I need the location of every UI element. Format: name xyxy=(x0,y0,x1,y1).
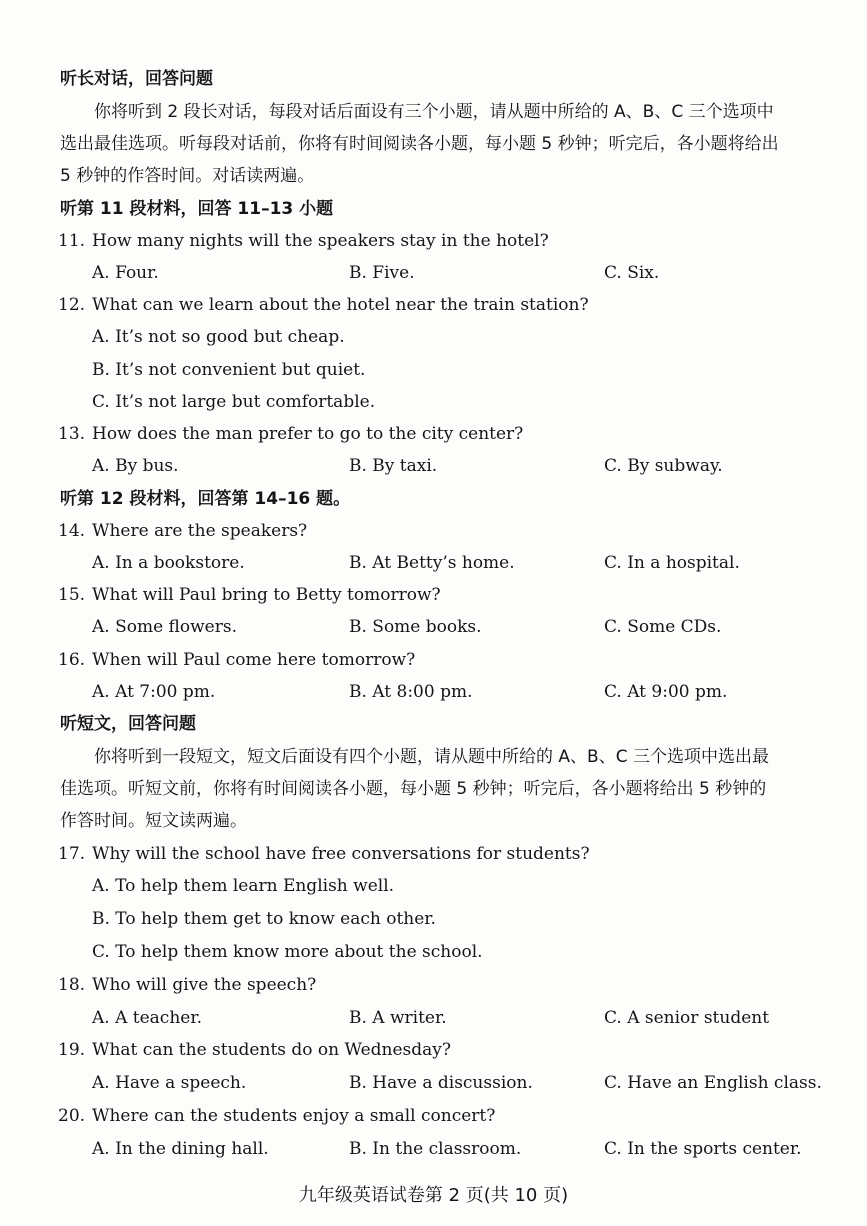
question-13: 13. How does the man prefer to go to the city center? xyxy=(58,424,524,444)
section-heading-passage: 听短文，回答问题 xyxy=(60,714,196,734)
option-a: A. To help them learn English well. xyxy=(92,876,395,896)
instruction-line: 选出最佳选项。听每段对话前，你将有时间阅读各小题，每小题 5 秒钟；听完后，各小题将给出 xyxy=(60,134,779,154)
instruction-line: 你将听到一段短文，短文后面设有四个小题，请从题中所给的 A、B、C 三个选项中选出最 xyxy=(60,747,769,767)
material-heading: 听第 11 段材料，回答 11–13 小题 xyxy=(60,199,334,219)
option-line xyxy=(0,937,867,967)
question-15: 15. What will Paul bring to Betty tomorrow? xyxy=(58,585,441,605)
question-20: 20. Where can the students enjoy a small concert? xyxy=(58,1106,496,1126)
option-b: B. By taxi. xyxy=(349,456,438,476)
question-16: 16. When will Paul come here tomorrow? xyxy=(58,650,416,670)
option-a: A. By bus. xyxy=(92,456,179,476)
option-b: B. It’s not convenient but quiet. xyxy=(92,360,366,380)
option-line xyxy=(0,387,867,417)
option-c: C. It’s not large but comfortable. xyxy=(92,392,376,412)
page-footer: 九年级英语试卷第 2 页(共 10 页) xyxy=(298,1185,569,1206)
option-c: C. Some CDs. xyxy=(604,617,722,637)
options-row xyxy=(0,1134,867,1164)
option-b: B. Have a discussion. xyxy=(349,1073,533,1093)
option-b: B. At Betty’s home. xyxy=(349,553,515,573)
option-b: B. Some books. xyxy=(349,617,482,637)
option-c: C. In a hospital. xyxy=(604,553,740,573)
option-line xyxy=(0,322,867,352)
option-c: C. Six. xyxy=(604,263,660,283)
option-a: A. It’s not so good but cheap. xyxy=(92,327,345,347)
instruction-line: 5 秒钟的作答时间。对话读两遍。 xyxy=(60,166,315,186)
option-c: C. By subway. xyxy=(604,456,723,476)
question-17: 17. Why will the school have free conversations for students? xyxy=(58,844,590,864)
option-a: A. Some flowers. xyxy=(92,617,237,637)
question-19: 19. What can the students do on Wednesday? xyxy=(58,1040,452,1060)
options-row xyxy=(0,612,867,642)
option-line xyxy=(0,871,867,901)
question-14: 14. Where are the speakers? xyxy=(58,521,308,541)
option-c: C. Have an English class. xyxy=(604,1073,822,1093)
question-12: 12. What can we learn about the hotel near the train station? xyxy=(58,295,589,315)
options-row xyxy=(0,1068,867,1098)
option-a: A. At 7:00 pm. xyxy=(92,682,216,702)
option-b: B. Five. xyxy=(349,263,415,283)
option-a: A. Have a speech. xyxy=(92,1073,247,1093)
material-heading: 听第 12 段材料，回答第 14–16 题。 xyxy=(60,489,351,509)
option-b: B. At 8:00 pm. xyxy=(349,682,473,702)
option-b: B. A writer. xyxy=(349,1008,447,1028)
option-c: C. In the sports center. xyxy=(604,1139,802,1159)
options-row xyxy=(0,1003,867,1033)
option-c: C. At 9:00 pm. xyxy=(604,682,728,702)
option-a: A. In the dining hall. xyxy=(92,1139,269,1159)
option-line xyxy=(0,355,867,385)
option-b: B. To help them get to know each other. xyxy=(92,909,436,929)
instruction-line: 你将听到 2 段长对话，每段对话后面设有三个小题，请从题中所给的 A、B、C 三个选项中 xyxy=(60,102,774,122)
question-11: 11. How many nights will the speakers stay in the hotel? xyxy=(58,231,549,251)
option-a: A. In a bookstore. xyxy=(92,553,245,573)
option-a: A. Four. xyxy=(92,263,159,283)
instruction-line: 佳选项。听短文前，你将有时间阅读各小题，每小题 5 秒钟；听完后，各小题将给出 5 秒钟的 xyxy=(60,779,767,799)
option-c: C. A senior student xyxy=(604,1008,770,1028)
question-18: 18. Who will give the speech? xyxy=(58,975,317,995)
options-row xyxy=(0,258,867,288)
option-c: C. To help them know more about the school. xyxy=(92,942,483,962)
options-row xyxy=(0,451,867,481)
section-heading-long-dialogue: 听长对话，回答问题 xyxy=(60,69,213,89)
option-b: B. In the classroom. xyxy=(349,1139,522,1159)
instruction-line: 作答时间。短文读两遍。 xyxy=(60,811,247,831)
options-row xyxy=(0,548,867,578)
options-row xyxy=(0,677,867,707)
option-a: A. A teacher. xyxy=(92,1008,202,1028)
option-line xyxy=(0,904,867,934)
